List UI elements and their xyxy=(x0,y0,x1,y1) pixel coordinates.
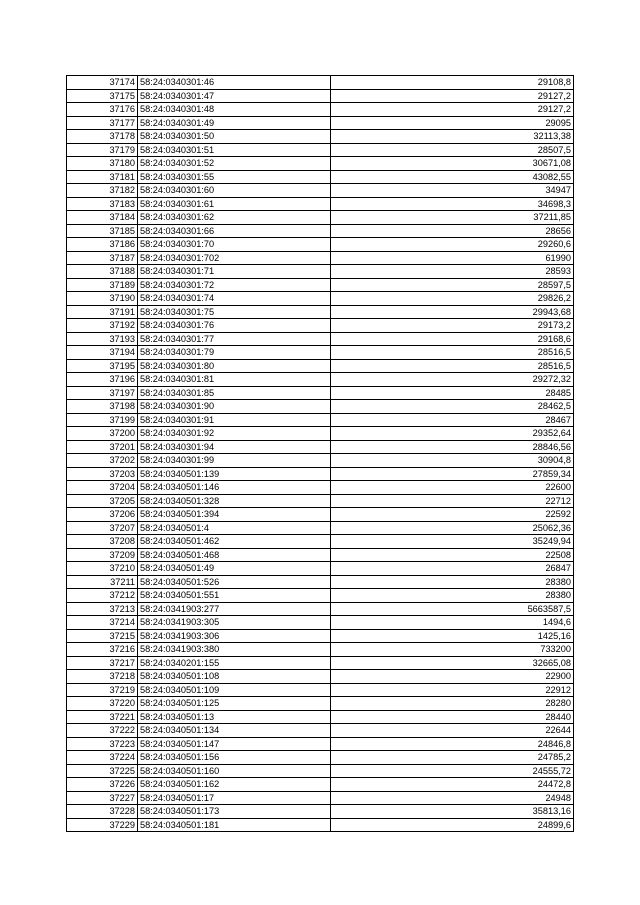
value-cell: 28485 xyxy=(331,386,574,400)
value-cell: 29127,2 xyxy=(331,103,574,117)
row-number-cell: 37185 xyxy=(67,224,138,238)
cadastral-number-cell: 58:24:0340501:173 xyxy=(138,805,331,819)
cadastral-number-cell: 58:24:0340301:702 xyxy=(138,251,331,265)
value-cell: 29095 xyxy=(331,116,574,130)
row-number-cell: 37176 xyxy=(67,103,138,117)
table-row xyxy=(67,76,574,90)
table-row xyxy=(67,103,574,117)
cadastral-number-cell: 58:24:0340301:70 xyxy=(138,238,331,252)
row-number-cell: 37181 xyxy=(67,170,138,184)
table-row xyxy=(67,427,574,441)
cadastral-number-cell: 58:24:0340301:46 xyxy=(138,76,331,90)
value-cell: 28467 xyxy=(331,413,574,427)
table-row xyxy=(67,251,574,265)
table-row xyxy=(67,89,574,103)
row-number-cell: 37178 xyxy=(67,130,138,144)
value-cell: 37211,85 xyxy=(331,211,574,225)
row-number-cell: 37206 xyxy=(67,508,138,522)
row-number-cell: 37200 xyxy=(67,427,138,441)
table-row xyxy=(67,508,574,522)
value-cell: 1494,6 xyxy=(331,616,574,630)
value-cell: 24846,8 xyxy=(331,737,574,751)
table-row xyxy=(67,184,574,198)
cadastral-number-cell: 58:24:0340501:181 xyxy=(138,818,331,832)
table-row xyxy=(67,629,574,643)
cadastral-number-cell: 58:24:0340301:49 xyxy=(138,116,331,130)
value-cell: 29173,2 xyxy=(331,319,574,333)
cadastral-number-cell: 58:24:0340301:76 xyxy=(138,319,331,333)
cadastral-number-cell: 58:24:0340301:99 xyxy=(138,454,331,468)
row-number-cell: 37174 xyxy=(67,76,138,90)
table-row xyxy=(67,562,574,576)
cadastral-number-cell: 58:24:0340501:156 xyxy=(138,751,331,765)
value-cell: 28462,5 xyxy=(331,400,574,414)
table-row xyxy=(67,265,574,279)
table-row xyxy=(67,346,574,360)
cadastral-number-cell: 58:24:0340501:17 xyxy=(138,791,331,805)
value-cell: 24948 xyxy=(331,791,574,805)
row-number-cell: 37209 xyxy=(67,548,138,562)
cadastral-number-cell: 58:24:0340301:55 xyxy=(138,170,331,184)
cadastral-number-cell: 58:24:0340201:155 xyxy=(138,656,331,670)
row-number-cell: 37216 xyxy=(67,643,138,657)
value-cell: 25062,36 xyxy=(331,521,574,535)
cadastral-number-cell: 58:24:0340501:328 xyxy=(138,494,331,508)
row-number-cell: 37196 xyxy=(67,373,138,387)
cadastral-number-cell: 58:24:0340501:108 xyxy=(138,670,331,684)
cadastral-number-cell: 58:24:0340501:394 xyxy=(138,508,331,522)
value-cell: 32113,38 xyxy=(331,130,574,144)
table-row xyxy=(67,130,574,144)
value-cell: 29108,8 xyxy=(331,76,574,90)
row-number-cell: 37226 xyxy=(67,778,138,792)
row-number-cell: 37199 xyxy=(67,413,138,427)
table-row xyxy=(67,643,574,657)
row-number-cell: 37186 xyxy=(67,238,138,252)
row-number-cell: 37211 xyxy=(67,575,138,589)
table-row xyxy=(67,589,574,603)
value-cell: 29127,2 xyxy=(331,89,574,103)
row-number-cell: 37225 xyxy=(67,764,138,778)
cadastral-number-cell: 58:24:0340301:91 xyxy=(138,413,331,427)
row-number-cell: 37205 xyxy=(67,494,138,508)
cadastral-number-cell: 58:24:0340301:52 xyxy=(138,157,331,171)
table-row xyxy=(67,305,574,319)
cadastral-number-cell: 58:24:0340301:85 xyxy=(138,386,331,400)
cadastral-number-cell: 58:24:0340501:146 xyxy=(138,481,331,495)
value-cell: 28846,56 xyxy=(331,440,574,454)
cadastral-number-cell: 58:24:0340301:90 xyxy=(138,400,331,414)
row-number-cell: 37193 xyxy=(67,332,138,346)
table-row xyxy=(67,575,574,589)
row-number-cell: 37212 xyxy=(67,589,138,603)
value-cell: 29168,6 xyxy=(331,332,574,346)
table-row xyxy=(67,683,574,697)
row-number-cell: 37222 xyxy=(67,724,138,738)
row-number-cell: 37224 xyxy=(67,751,138,765)
table-row xyxy=(67,454,574,468)
row-number-cell: 37214 xyxy=(67,616,138,630)
row-number-cell: 37188 xyxy=(67,265,138,279)
cadastral-number-cell: 58:24:0340501:125 xyxy=(138,697,331,711)
table-row xyxy=(67,197,574,211)
row-number-cell: 37204 xyxy=(67,481,138,495)
row-number-cell: 37229 xyxy=(67,818,138,832)
table-row xyxy=(67,373,574,387)
table-row xyxy=(67,535,574,549)
cadastral-number-cell: 58:24:0340301:75 xyxy=(138,305,331,319)
row-number-cell: 37197 xyxy=(67,386,138,400)
table-row xyxy=(67,602,574,616)
value-cell: 28440 xyxy=(331,710,574,724)
value-cell: 29826,2 xyxy=(331,292,574,306)
table-row xyxy=(67,413,574,427)
value-cell: 22912 xyxy=(331,683,574,697)
cadastral-number-cell: 58:24:0340501:462 xyxy=(138,535,331,549)
row-number-cell: 37198 xyxy=(67,400,138,414)
table-row xyxy=(67,319,574,333)
cadastral-number-cell: 58:24:0340301:60 xyxy=(138,184,331,198)
cadastral-number-cell: 58:24:0340301:94 xyxy=(138,440,331,454)
row-number-cell: 37194 xyxy=(67,346,138,360)
cadastral-number-cell: 58:24:0340501:526 xyxy=(138,575,331,589)
table-row xyxy=(67,805,574,819)
table-row xyxy=(67,170,574,184)
cadastral-number-cell: 58:24:0340301:66 xyxy=(138,224,331,238)
row-number-cell: 37219 xyxy=(67,683,138,697)
row-number-cell: 37201 xyxy=(67,440,138,454)
value-cell: 28280 xyxy=(331,697,574,711)
table-row xyxy=(67,751,574,765)
table-row xyxy=(67,481,574,495)
table-row xyxy=(67,292,574,306)
cadastral-number-cell: 58:24:0340501:4 xyxy=(138,521,331,535)
cadastral-number-cell: 58:24:0340501:49 xyxy=(138,562,331,576)
row-number-cell: 37183 xyxy=(67,197,138,211)
table-row xyxy=(67,818,574,832)
table-row xyxy=(67,656,574,670)
row-number-cell: 37180 xyxy=(67,157,138,171)
row-number-cell: 37191 xyxy=(67,305,138,319)
table-row xyxy=(67,143,574,157)
table-row xyxy=(67,697,574,711)
table-row xyxy=(67,521,574,535)
row-number-cell: 37187 xyxy=(67,251,138,265)
value-cell: 61990 xyxy=(331,251,574,265)
cadastral-number-cell: 58:24:0340301:92 xyxy=(138,427,331,441)
table-row xyxy=(67,116,574,130)
value-cell: 34947 xyxy=(331,184,574,198)
row-number-cell: 37202 xyxy=(67,454,138,468)
row-number-cell: 37208 xyxy=(67,535,138,549)
table-row xyxy=(67,386,574,400)
row-number-cell: 37215 xyxy=(67,629,138,643)
row-number-cell: 37190 xyxy=(67,292,138,306)
table-row xyxy=(67,440,574,454)
table-row xyxy=(67,467,574,481)
cadastral-number-cell: 58:24:0341903:306 xyxy=(138,629,331,643)
table-row xyxy=(67,400,574,414)
value-cell: 733200 xyxy=(331,643,574,657)
table-row xyxy=(67,494,574,508)
cadastral-number-cell: 58:24:0340301:74 xyxy=(138,292,331,306)
value-cell: 22900 xyxy=(331,670,574,684)
cadastral-number-cell: 58:24:0340501:162 xyxy=(138,778,331,792)
cadastral-number-cell: 58:24:0340501:109 xyxy=(138,683,331,697)
value-cell: 29352,64 xyxy=(331,427,574,441)
value-cell: 24472,8 xyxy=(331,778,574,792)
value-cell: 28516,5 xyxy=(331,359,574,373)
table-row xyxy=(67,710,574,724)
row-number-cell: 37223 xyxy=(67,737,138,751)
value-cell: 27859,34 xyxy=(331,467,574,481)
row-number-cell: 37227 xyxy=(67,791,138,805)
cadastral-number-cell: 58:24:0340501:139 xyxy=(138,467,331,481)
row-number-cell: 37179 xyxy=(67,143,138,157)
table-row xyxy=(67,616,574,630)
value-cell: 24785,2 xyxy=(331,751,574,765)
table-row xyxy=(67,359,574,373)
row-number-cell: 37182 xyxy=(67,184,138,198)
table-row xyxy=(67,238,574,252)
row-number-cell: 37228 xyxy=(67,805,138,819)
value-cell: 43082,55 xyxy=(331,170,574,184)
cadastral-number-cell: 58:24:0340301:80 xyxy=(138,359,331,373)
table-row xyxy=(67,157,574,171)
row-number-cell: 37189 xyxy=(67,278,138,292)
cadastral-number-cell: 58:24:0340301:47 xyxy=(138,89,331,103)
value-cell: 24555,72 xyxy=(331,764,574,778)
value-cell: 28656 xyxy=(331,224,574,238)
value-cell: 28597,5 xyxy=(331,278,574,292)
cadastral-number-cell: 58:24:0340301:48 xyxy=(138,103,331,117)
value-cell: 28380 xyxy=(331,575,574,589)
table-body xyxy=(67,76,574,832)
row-number-cell: 37177 xyxy=(67,116,138,130)
cadastral-number-cell: 58:24:0340301:50 xyxy=(138,130,331,144)
cadastral-number-cell: 58:24:0340301:72 xyxy=(138,278,331,292)
value-cell: 30904,8 xyxy=(331,454,574,468)
cadastral-number-cell: 58:24:0340501:13 xyxy=(138,710,331,724)
cadastral-number-cell: 58:24:0340501:147 xyxy=(138,737,331,751)
value-cell: 30671,08 xyxy=(331,157,574,171)
value-cell: 28593 xyxy=(331,265,574,279)
cadastral-number-cell: 58:24:0340501:160 xyxy=(138,764,331,778)
table-row xyxy=(67,332,574,346)
row-number-cell: 37175 xyxy=(67,89,138,103)
table-row xyxy=(67,737,574,751)
value-cell: 22508 xyxy=(331,548,574,562)
value-cell: 29260,6 xyxy=(331,238,574,252)
value-cell: 1425,16 xyxy=(331,629,574,643)
row-number-cell: 37220 xyxy=(67,697,138,711)
table-row xyxy=(67,670,574,684)
row-number-cell: 37221 xyxy=(67,710,138,724)
table-row xyxy=(67,278,574,292)
cadastral-number-cell: 58:24:0340301:61 xyxy=(138,197,331,211)
table-row xyxy=(67,224,574,238)
row-number-cell: 37192 xyxy=(67,319,138,333)
data-table xyxy=(66,75,574,832)
value-cell: 24899,6 xyxy=(331,818,574,832)
value-cell: 32665,08 xyxy=(331,656,574,670)
table-row xyxy=(67,211,574,225)
table-row xyxy=(67,778,574,792)
value-cell: 22600 xyxy=(331,481,574,495)
cadastral-number-cell: 58:24:0341903:305 xyxy=(138,616,331,630)
value-cell: 22592 xyxy=(331,508,574,522)
cadastral-number-cell: 58:24:0340501:134 xyxy=(138,724,331,738)
row-number-cell: 37195 xyxy=(67,359,138,373)
cadastral-number-cell: 58:24:0340301:79 xyxy=(138,346,331,360)
value-cell: 28507,5 xyxy=(331,143,574,157)
value-cell: 35813,16 xyxy=(331,805,574,819)
cadastral-number-cell: 58:24:0340301:51 xyxy=(138,143,331,157)
value-cell: 22644 xyxy=(331,724,574,738)
row-number-cell: 37184 xyxy=(67,211,138,225)
value-cell: 28380 xyxy=(331,589,574,603)
value-cell: 26847 xyxy=(331,562,574,576)
cadastral-number-cell: 58:24:0341903:380 xyxy=(138,643,331,657)
row-number-cell: 37207 xyxy=(67,521,138,535)
cadastral-number-cell: 58:24:0341903:277 xyxy=(138,602,331,616)
value-cell: 35249,94 xyxy=(331,535,574,549)
row-number-cell: 37217 xyxy=(67,656,138,670)
value-cell: 34698,3 xyxy=(331,197,574,211)
cadastral-number-cell: 58:24:0340301:81 xyxy=(138,373,331,387)
value-cell: 28516,5 xyxy=(331,346,574,360)
value-cell: 22712 xyxy=(331,494,574,508)
table-row xyxy=(67,764,574,778)
cadastral-number-cell: 58:24:0340301:71 xyxy=(138,265,331,279)
row-number-cell: 37210 xyxy=(67,562,138,576)
table-row xyxy=(67,724,574,738)
value-cell: 29943,68 xyxy=(331,305,574,319)
cadastral-number-cell: 58:24:0340501:551 xyxy=(138,589,331,603)
value-cell: 29272,32 xyxy=(331,373,574,387)
row-number-cell: 37203 xyxy=(67,467,138,481)
value-cell: 5663587,5 xyxy=(331,602,574,616)
table-row xyxy=(67,548,574,562)
cadastral-number-cell: 58:24:0340301:62 xyxy=(138,211,331,225)
row-number-cell: 37213 xyxy=(67,602,138,616)
row-number-cell: 37218 xyxy=(67,670,138,684)
cadastral-number-cell: 58:24:0340301:77 xyxy=(138,332,331,346)
cadastral-number-cell: 58:24:0340501:468 xyxy=(138,548,331,562)
table-row xyxy=(67,791,574,805)
